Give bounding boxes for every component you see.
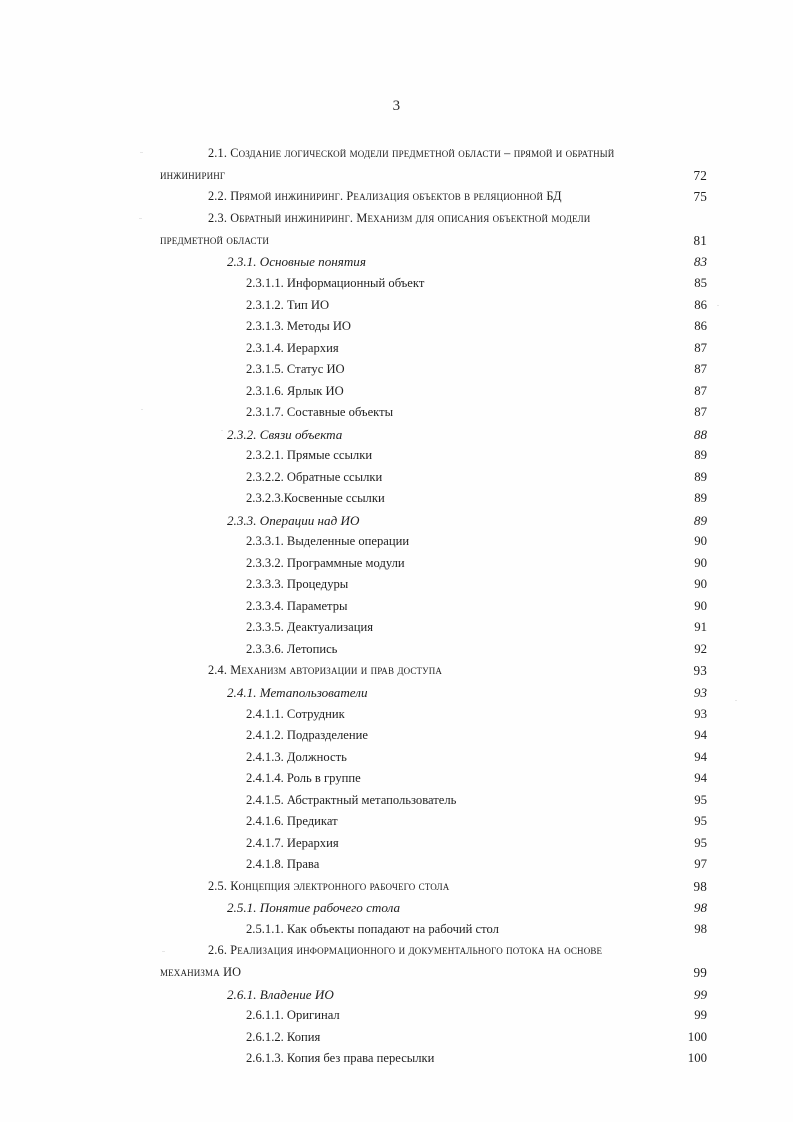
- toc-entry-title: 2.4.1.1. Сотрудник: [246, 706, 345, 721]
- toc-entry[interactable]: [0, 531, 707, 553]
- toc-entry-line-final: [0, 186, 707, 208]
- toc-entry-title: 2.3.1.5. Статус ИО: [246, 362, 348, 377]
- toc-entry[interactable]: [0, 402, 707, 424]
- toc-entry-line-final: [0, 639, 707, 661]
- toc-entry[interactable]: [0, 984, 707, 1006]
- toc-entry[interactable]: [0, 1048, 707, 1070]
- toc-entry-line-final: [0, 854, 707, 876]
- toc-entry-title: 2.3. Обратный инжиниринг. Механизм для описания объектной модели: [208, 211, 591, 226]
- toc-entry-line-final: [0, 531, 707, 553]
- toc-entry-page-number: 95: [694, 814, 707, 828]
- toc-entry-title: 2.6. Реализация информационного и документального потока на основе: [208, 943, 603, 958]
- toc-entry[interactable]: [0, 381, 707, 403]
- toc-entry[interactable]: [0, 811, 707, 833]
- toc-entry-line: [0, 143, 707, 165]
- toc-entry[interactable]: [0, 338, 707, 360]
- toc-entry-title: 2.3.2.2. Обратные ссылки: [246, 469, 386, 484]
- toc-entry-title: 2.3.1.7. Составные объекты: [246, 405, 394, 420]
- toc-entry[interactable]: [0, 1005, 707, 1027]
- toc-entry[interactable]: [0, 488, 707, 510]
- toc-entry-page-number: 99: [694, 1008, 707, 1023]
- page-number-folio: 3: [392, 98, 401, 114]
- toc-entry-page-number: 92: [694, 641, 707, 656]
- toc-entry-line-final: [0, 165, 707, 187]
- toc-entry-line-final: [0, 445, 707, 467]
- toc-entry-title: 2.6.1.3. Копия без права пересылки: [246, 1051, 438, 1066]
- toc-entry-page-number: 91: [694, 620, 707, 635]
- toc-entry-title: 2.4.1.5. Абстрактный метапользователь: [246, 792, 457, 807]
- toc-entry-page-number: 94: [694, 749, 707, 764]
- toc-entry[interactable]: [0, 790, 707, 812]
- toc-entry[interactable]: [0, 273, 707, 295]
- toc-entry-title: 2.6.1.2. Копия: [246, 1029, 321, 1044]
- toc-entry-title: 2.5.1.1. Как объекты попадают на рабочий стол: [246, 921, 503, 936]
- toc-entry-line-final: [0, 897, 707, 919]
- toc-entry-page-number: 72: [693, 167, 707, 183]
- toc-entry-page-number: 97: [694, 857, 707, 871]
- toc-entry-line-final: [0, 1027, 707, 1049]
- toc-entry-page-number: 93: [693, 663, 707, 679]
- toc-entry-title: предметной области: [160, 232, 273, 247]
- toc-entry[interactable]: [0, 316, 707, 338]
- toc-entry[interactable]: [0, 940, 707, 983]
- toc-entry-line-final: [0, 617, 707, 639]
- toc-entry-page-number: 89: [694, 491, 707, 506]
- toc-entry[interactable]: [0, 876, 707, 898]
- toc-entry-title: 2.5. Концепция электронного рабочего стола: [208, 878, 450, 893]
- toc-entry[interactable]: [0, 660, 707, 682]
- toc-entry[interactable]: [0, 725, 707, 747]
- toc-entry-line-final: [0, 725, 707, 747]
- toc-entry-page-number: 100: [687, 1029, 707, 1044]
- toc-entry-page-number: 95: [694, 835, 707, 850]
- toc-entry-title: 2.4.1.7. Иерархия: [246, 835, 339, 850]
- toc-entry-line-final: [0, 381, 707, 403]
- toc-entry[interactable]: [0, 445, 707, 467]
- toc-entry-line-final: [0, 811, 707, 833]
- toc-entry-line-final: [0, 596, 707, 618]
- toc-entry-page-number: 85: [694, 276, 707, 291]
- toc-entry-page-number: 89: [694, 469, 707, 484]
- toc-entry-page-number: 94: [694, 771, 707, 785]
- toc-entry[interactable]: [0, 553, 707, 575]
- toc-entry-page-number: 93: [694, 706, 707, 721]
- toc-entry-title: 2.3.3.4. Параметры: [246, 598, 351, 613]
- toc-entry-page-number: 99: [693, 964, 707, 980]
- toc-entry-title: инжиниринг: [160, 167, 226, 182]
- toc-entry-page-number: 75: [693, 189, 707, 205]
- toc-entry-line-final: [0, 768, 707, 790]
- toc-entry[interactable]: [0, 833, 707, 855]
- toc-entry-page-number: 98: [694, 921, 707, 936]
- toc-entry-line-final: [0, 919, 707, 941]
- toc-entry-page-number: 89: [694, 448, 707, 463]
- toc-entry[interactable]: [0, 574, 707, 596]
- toc-entry[interactable]: [0, 510, 707, 532]
- toc-entry-line-final: [0, 574, 707, 596]
- toc-entry[interactable]: [0, 424, 707, 446]
- toc-entry-page-number: 90: [694, 598, 707, 613]
- toc-entry[interactable]: [0, 295, 707, 317]
- toc-entry-page-number: 81: [693, 232, 707, 248]
- toc-entry-page-number: 90: [694, 577, 707, 592]
- toc-entry-title: 2.4.1.3. Должность: [246, 749, 350, 764]
- toc-entry[interactable]: [0, 919, 707, 941]
- toc-entry-title: 2.4.1.2. Подразделение: [246, 728, 368, 742]
- toc-entry-line-final: [0, 510, 707, 532]
- toc-entry-line-final: [0, 273, 707, 295]
- toc-entry-title: 2.3.1.3. Методы ИО: [246, 319, 355, 334]
- toc-entry-title: 2.3.3. Операции над ИО: [227, 512, 360, 528]
- toc-entry-line-final: [0, 747, 707, 769]
- toc-entry-title: 2.3.2.1. Прямые ссылки: [246, 448, 373, 463]
- toc-entry-page-number: 90: [694, 534, 707, 549]
- toc-entry[interactable]: [0, 467, 707, 489]
- toc-entry-title: 2.3.3.2. Программные модули: [246, 555, 408, 570]
- toc-entry-line-final: [0, 553, 707, 575]
- toc-entry-line-final: [0, 660, 707, 682]
- toc-entry-title: 2.1. Создание логической модели предметной области – прямой и обратный: [208, 146, 615, 160]
- toc-entry[interactable]: [0, 682, 707, 704]
- toc-entry-title: 2.3.2.3.Косвенные ссылки: [246, 491, 385, 506]
- toc-entry-line-final: [0, 1005, 707, 1027]
- toc-entry-line: [0, 208, 707, 230]
- toc-entry-page-number: 95: [694, 792, 707, 807]
- toc-entry-title: 2.6.1.1. Оригинал: [246, 1008, 340, 1023]
- toc-entry-page-number: 87: [694, 405, 707, 420]
- toc-entry-title: 2.3.2. Связи объекта: [227, 426, 343, 442]
- toc-entry-line-final: [0, 402, 707, 424]
- toc-entry-line-final: [0, 424, 707, 446]
- toc-entry-line-final: [0, 876, 707, 898]
- toc-entry-line-final: [0, 488, 707, 510]
- toc-entry-title: 2.3.1.4. Иерархия: [246, 340, 339, 355]
- toc-entry-title: 2.4.1.8. Права: [246, 857, 320, 871]
- toc-entry[interactable]: [0, 596, 707, 618]
- toc-entry-title: 2.3.3.5. Деактуализация: [246, 620, 377, 635]
- toc-entry[interactable]: [0, 359, 707, 381]
- toc-entry-title: 2.5.1. Понятие рабочего стола: [227, 900, 404, 916]
- toc-entry[interactable]: [0, 208, 707, 251]
- toc-entry-line-final: [0, 704, 707, 726]
- toc-entry-title: 2.6.1. Владение ИО: [227, 986, 334, 1002]
- toc-entry-title: 2.3.3.1. Выделенные операции: [246, 534, 413, 549]
- toc-entry-title: 2.2. Прямой инжиниринг. Реализация объектов в реляционной БД: [208, 189, 562, 204]
- toc-entry-page-number: 86: [694, 319, 707, 334]
- toc-entry-line-final: [0, 833, 707, 855]
- toc-entry-line: [0, 940, 707, 962]
- toc-entry-line-final: [0, 316, 707, 338]
- toc-entry-line-final: [0, 1048, 707, 1070]
- toc-entry-title: 2.3.1.6. Ярлык ИО: [246, 383, 347, 398]
- toc-entry-title: 2.4.1.6. Предикат: [246, 814, 341, 828]
- toc-entry[interactable]: [0, 143, 707, 186]
- toc-entry-line-final: [0, 682, 707, 704]
- toc-entry-line-final: [0, 359, 707, 381]
- toc-entry-line-final: [0, 962, 707, 984]
- toc-entry-page-number: 90: [694, 555, 707, 570]
- toc-entry-page-number: 86: [694, 297, 707, 312]
- toc-entry-page-number: 93: [693, 684, 707, 700]
- toc-entry[interactable]: [0, 617, 707, 639]
- toc-entry-title: 2.3.1.1. Информационный объект: [246, 276, 425, 291]
- toc-entry-line-final: [0, 251, 707, 273]
- toc-entry-title: 2.3.1. Основные понятия: [227, 254, 366, 270]
- toc-entry-title: 2.3.1.2. Тип ИО: [246, 297, 330, 312]
- toc-entry[interactable]: [0, 747, 707, 769]
- toc-entry[interactable]: [0, 854, 707, 876]
- toc-entry-title: 2.4.1.4. Роль в группе: [246, 771, 361, 785]
- toc-entry-title: 2.4.1. Метапользователи: [227, 684, 368, 700]
- table-of-contents: [0, 143, 793, 1070]
- toc-entry-page-number: 83: [693, 254, 707, 270]
- toc-entry-title: механизма ИО: [160, 964, 242, 979]
- toc-entry-page-number: 94: [694, 728, 707, 742]
- toc-entry-page-number: 87: [694, 340, 707, 355]
- toc-entry-page-number: 100: [687, 1051, 707, 1066]
- toc-entry[interactable]: [0, 1027, 707, 1049]
- toc-entry-page-number: 89: [693, 512, 707, 528]
- toc-entry[interactable]: [0, 251, 707, 273]
- toc-entry-line-final: [0, 984, 707, 1006]
- toc-entry-title: 2.3.3.6. Летопись: [246, 641, 341, 656]
- toc-entry[interactable]: [0, 897, 707, 919]
- toc-entry-line-final: [0, 230, 707, 252]
- toc-entry-line-final: [0, 467, 707, 489]
- toc-entry-page-number: 87: [694, 362, 707, 377]
- toc-entry-line-final: [0, 790, 707, 812]
- toc-entry-page-number: 87: [694, 383, 707, 398]
- toc-entry[interactable]: [0, 704, 707, 726]
- toc-entry-page-number: 98: [693, 900, 707, 916]
- toc-entry-line-final: [0, 295, 707, 317]
- toc-entry[interactable]: [0, 186, 707, 208]
- toc-entry-page-number: 98: [693, 878, 707, 894]
- toc-entry-title: 2.3.3.3. Процедуры: [246, 577, 349, 592]
- toc-entry-page-number: 88: [693, 426, 707, 442]
- toc-entry[interactable]: [0, 768, 707, 790]
- toc-entry-title: 2.4. Механизм авторизации и прав доступа: [208, 663, 443, 678]
- toc-entry-page-number: 99: [693, 986, 707, 1002]
- toc-entry-line-final: [0, 338, 707, 360]
- toc-entry[interactable]: [0, 639, 707, 661]
